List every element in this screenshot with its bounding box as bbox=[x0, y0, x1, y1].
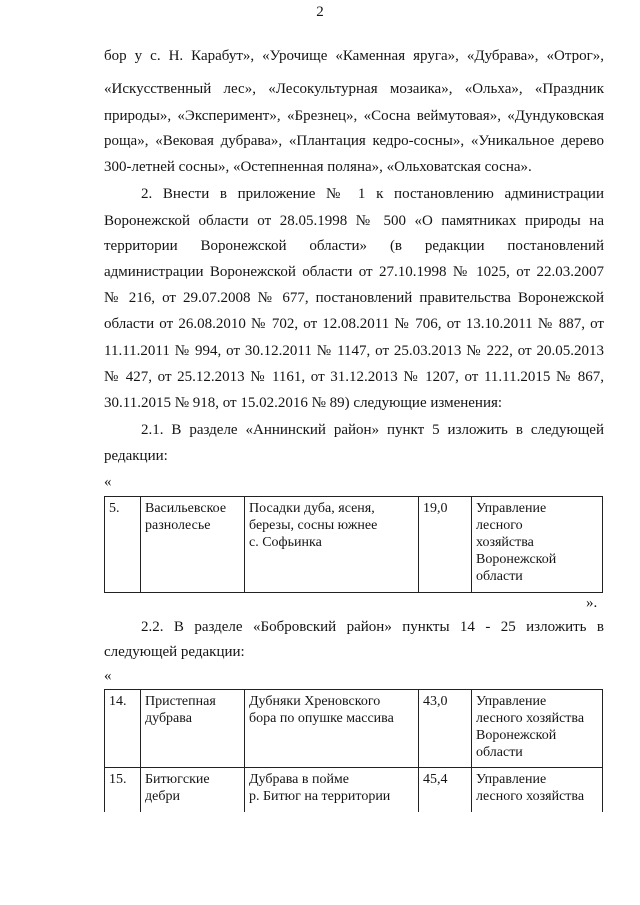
row-number-cell: 14. bbox=[105, 690, 141, 768]
area-cell: 19,0 bbox=[419, 497, 472, 593]
area-cell: 43,0 bbox=[419, 690, 472, 768]
text-line: области от 26.08.2010 № 702, от 12.08.2011 № 706, от 13.10.2011 № 887, от bbox=[104, 316, 604, 332]
manager-cell: Управление лесного хозяйства Воронежской области bbox=[472, 497, 603, 593]
text-line: Воронежской области от 28.05.1998 № 500 «О памятниках природы на bbox=[104, 213, 604, 229]
text-line: природы», «Эксперимент», «Брезнец», «Сосна веймутовая», «Дундуковская bbox=[104, 108, 604, 124]
closing-quote: ». bbox=[586, 595, 598, 611]
site-name-cell: Битюгские дебри bbox=[141, 768, 245, 812]
text-line: «Искусственный лес», «Лесокультурная мозаика», «Ольха», «Праздник bbox=[104, 81, 604, 97]
manager-cell: Управление лесного хозяйства Воронежской области bbox=[472, 690, 603, 768]
text-line: территории Воронежской области» (в редакции постановлений bbox=[104, 238, 604, 254]
opening-quote: « bbox=[104, 668, 112, 684]
text-line: 300-летней сосны», «Остепненная поляна», «Ольховатская сосна». bbox=[104, 159, 532, 175]
table-row bbox=[105, 690, 603, 768]
row-number-cell: 15. bbox=[105, 768, 141, 812]
text-line: роща», «Вековая дубрава», «Плантация кедро-сосны», «Уникальное дерево bbox=[104, 133, 604, 149]
text-line: бор у с. Н. Карабут», «Урочище «Каменная яруга», «Дубрава», «Отрог», bbox=[104, 48, 604, 64]
area-cell: 45,4 bbox=[419, 768, 472, 812]
site-name-cell: Васильевское разнолесье bbox=[141, 497, 245, 593]
row-number-cell: 5. bbox=[105, 497, 141, 593]
amendment-table-anninsky bbox=[104, 496, 603, 593]
description-cell: Дубрава в пойме р. Битюг на территории bbox=[245, 768, 419, 812]
site-name-cell: Пристепная дубрава bbox=[141, 690, 245, 768]
amendment-table-bobrovsky bbox=[104, 689, 603, 812]
paragraph-first-line: 2.1. В разделе «Аннинский район» пункт 5 изложить в следующей bbox=[141, 422, 604, 438]
opening-quote: « bbox=[104, 474, 112, 490]
text-line: следующей редакции: bbox=[104, 644, 245, 660]
text-line: 11.11.2011 № 994, от 30.12.2011 № 1147, от 25.03.2013 № 222, от 20.05.2013 bbox=[104, 343, 604, 359]
text-line: № 427, от 25.12.2013 № 1161, от 31.12.2013 № 1207, от 11.11.2015 № 867, bbox=[104, 369, 604, 385]
manager-cell: Управление лесного хозяйства bbox=[472, 768, 603, 812]
table-row bbox=[105, 497, 603, 593]
description-cell: Посадки дуба, ясеня, березы, сосны южнее с. Софьинка bbox=[245, 497, 419, 593]
page-number: 2 bbox=[316, 4, 324, 20]
text-line: редакции: bbox=[104, 448, 168, 464]
text-line: администрации Воронежской области от 27.10.1998 № 1025, от 22.03.2007 bbox=[104, 264, 604, 280]
paragraph-first-line: 2.2. В разделе «Бобровский район» пункты 14 - 25 изложить в bbox=[141, 619, 604, 635]
table-row bbox=[105, 768, 603, 812]
text-line: 30.11.2015 № 918, от 15.02.2016 № 89) следующие изменения: bbox=[104, 395, 503, 411]
text-line: № 216, от 29.07.2008 № 677, постановлений правительства Воронежской bbox=[104, 290, 604, 306]
paragraph-first-line: 2. Внести в приложение № 1 к постановлению администрации bbox=[141, 186, 604, 202]
description-cell: Дубняки Хреновского бора по опушке массива bbox=[245, 690, 419, 768]
